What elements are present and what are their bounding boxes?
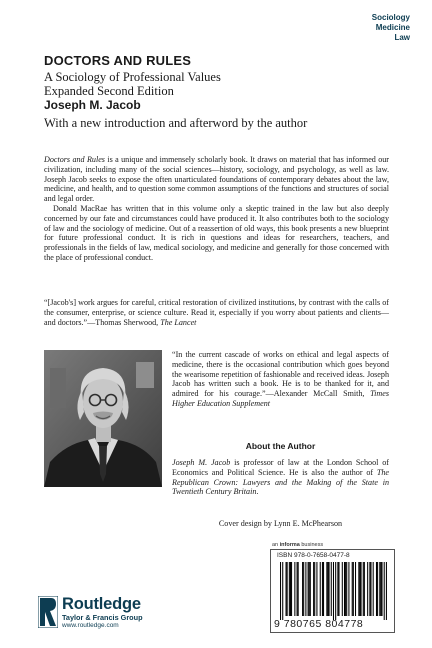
isbn-barcode — [270, 549, 395, 633]
barcode-bar — [316, 562, 317, 616]
barcode-bar — [384, 562, 385, 620]
barcode-bar — [329, 562, 330, 616]
barcode-bar — [344, 562, 345, 616]
barcode-bar — [348, 562, 349, 616]
barcode-bar — [298, 562, 299, 616]
barcode-bar — [386, 562, 387, 620]
barcode-bar — [331, 562, 332, 616]
edition-line: Expanded Second Edition — [44, 84, 174, 98]
informa-prefix: an — [272, 542, 280, 548]
barcode-bar — [290, 562, 291, 616]
barcode-bar — [302, 562, 303, 616]
barcode-bar — [342, 562, 343, 616]
barcode-bar — [303, 562, 304, 616]
barcode-bar — [346, 562, 347, 616]
barcode-bar — [287, 562, 288, 616]
barcode-bar — [308, 562, 309, 616]
barcode-bar — [359, 562, 360, 616]
about-author-name: Joseph M. Jacob — [172, 458, 231, 467]
publisher-url: www.routledge.com — [62, 622, 119, 629]
barcode-bar — [370, 562, 371, 616]
barcode-bar — [309, 562, 310, 616]
barcode-bar — [353, 562, 354, 616]
barcode-bar — [361, 562, 362, 616]
subtitle-line: A Sociology of Professional Values — [44, 70, 221, 84]
barcode-bar — [322, 562, 323, 616]
informa-brand: informa — [279, 542, 300, 548]
barcode-bar — [286, 562, 287, 616]
barcode-bar — [381, 562, 382, 616]
cover-design-credit: Cover design by Lynn E. McPhearson — [218, 519, 343, 528]
introduction-note: With a new introduction and afterword by the author — [44, 116, 308, 130]
barcode-bar — [310, 562, 311, 616]
barcode-bar — [320, 562, 321, 616]
subject-sociology: Sociology — [371, 13, 410, 22]
barcode-bar — [323, 562, 324, 616]
description-paragraph-1 — [44, 155, 389, 204]
barcode-bars-icon — [280, 562, 387, 620]
barcode-bar — [352, 562, 353, 616]
review-quote-lancet — [44, 298, 389, 327]
barcode-bar — [335, 562, 336, 620]
subject-medicine: Medicine — [375, 23, 410, 32]
routledge-logo-icon — [38, 596, 58, 628]
isbn-label: ISBN 978-0-7658-0477-8 — [277, 552, 350, 559]
barcode-bar — [314, 562, 315, 616]
barcode-bar — [345, 562, 346, 616]
book-description — [44, 155, 389, 263]
barcode-bar — [282, 562, 283, 620]
about-author-bio: is professor of law at the London School of Economics and Political Science. He is also the author of — [172, 458, 389, 477]
subject-law: Law — [394, 33, 410, 42]
barcode-digits: 9 780765 804778 — [274, 618, 364, 630]
book-subtitle — [44, 70, 221, 98]
author-name: Joseph M. Jacob — [44, 98, 141, 112]
quote-source: The Lancet — [160, 317, 197, 327]
barcode-bar — [337, 562, 338, 616]
barcode-bar — [291, 562, 292, 616]
quote-text: “In the current cascade of works on ethical and legal aspects of medicine, there is the occasional contribution which goes beyond the wearisome repetition of fashionable and received ideas. Joseph Jacob has written such a book. He is to be thanked for it, and admired for his courage.”—Alexander McCall Smith, — [172, 350, 389, 399]
about-author-text — [172, 458, 389, 497]
publisher-name: Routledge — [62, 595, 141, 613]
about-author-heading: About the Author — [245, 441, 316, 451]
barcode-bar — [297, 562, 298, 616]
quote-source: Times Higher Education Supplement — [172, 389, 389, 408]
barcode-bar — [280, 562, 281, 620]
barcode-bar — [326, 562, 327, 616]
author-portrait-illustration — [44, 350, 162, 487]
barcode-bar — [294, 562, 295, 616]
description-text-1: is a unique and immensely scholarly book. It draws on material that has informed our civilization, including many of the social sciences—history, sociology, and psychology, as well as law. Joseph Jacob seeks to expose the often unarticulated foundations of contemporary debates about the law, medicine, and health, and to question some common assumptions of the functions and structures of social and legal order. — [44, 155, 390, 204]
barcode-bar — [333, 562, 334, 620]
book-title: DOCTORS AND RULES — [44, 53, 192, 68]
barcode-bar — [376, 562, 377, 616]
barcode-bar — [305, 562, 306, 616]
barcode-bar — [289, 562, 290, 616]
barcode-bar — [377, 562, 378, 616]
description-paragraph-2: Donald MacRae has written that in this volume only a skeptic trained in the law but also deeply concerned by our fate and circumstances could have produced it. It also contributes both to the sociology of law and the sociology of medicine. Out of a reassertion of old ways, this book presents a new blueprint for future professional conduct. It is rich in questions and ideas for researchers, teachers, and professionals in the fields of law, medical sociology, and medicine and generally for those concerned with the place of professional conduct. — [44, 203, 389, 262]
barcode-bar — [379, 562, 380, 616]
description-book-title: Doctors and Rules — [44, 155, 105, 164]
barcode-bar — [364, 562, 365, 616]
barcode-bar — [369, 562, 370, 616]
quote-text: “[Jacob's] work argues for careful, critical restoration of civilized institutions, by contrast with the calls of the consumer, enterprise, or science culture. Read it, especially if you worry about patients and clients—and doctors.”—Thomas Sherwood, — [44, 298, 389, 327]
informa-note — [272, 542, 323, 548]
barcode-bar — [313, 562, 314, 616]
informa-suffix: business — [299, 542, 324, 548]
barcode-bar — [363, 562, 364, 616]
author-photo — [44, 350, 162, 487]
about-author-book: The Republican Crown: Lawyers and the Making of the State in Twentieth Century Britain — [172, 467, 389, 497]
barcode-bar — [358, 562, 359, 616]
barcode-bar — [327, 562, 328, 616]
review-quote-times-higher — [172, 350, 389, 409]
barcode-bar — [338, 562, 339, 616]
publisher-group: Taylor & Francis Group — [62, 613, 143, 622]
about-author-bio-end: . — [256, 487, 259, 497]
barcode-bar — [355, 562, 356, 616]
barcode-bar — [380, 562, 381, 616]
publisher-block — [62, 595, 143, 630]
subject-categories — [372, 13, 410, 43]
barcode-bar — [373, 562, 374, 616]
barcode-bar — [367, 562, 368, 616]
